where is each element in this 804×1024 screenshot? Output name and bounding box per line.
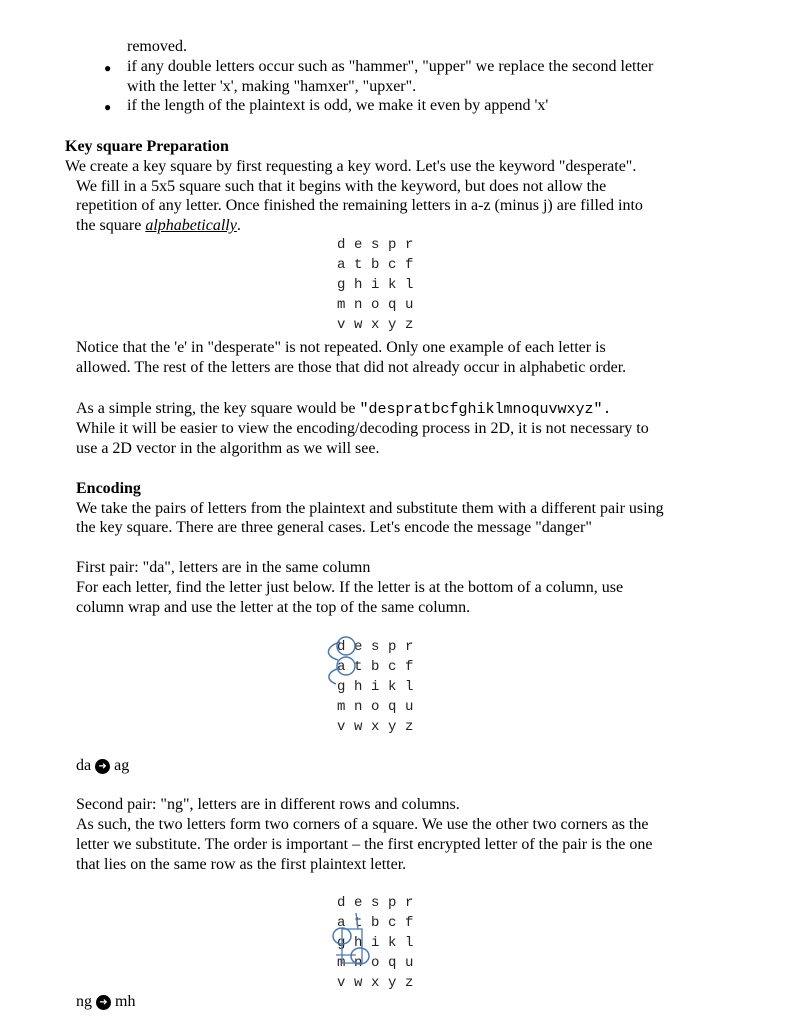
grid-cell: v	[337, 719, 346, 735]
grid-cell: q	[388, 297, 397, 313]
result-to: ag	[114, 757, 130, 774]
grid-cell: z	[405, 719, 414, 735]
grid-cell: g	[337, 679, 346, 695]
grid-cell: f	[405, 257, 414, 273]
grid-cell: o	[371, 297, 380, 313]
text-line: use a 2D vector in the algorithm as we will see.	[76, 440, 380, 457]
text-line	[76, 399, 612, 420]
text-line: Second pair: "ng", letters are in different rows and columns.	[76, 796, 460, 813]
grid-cell: h	[354, 935, 363, 951]
grid-row	[337, 717, 422, 737]
grid-cell: r	[405, 237, 414, 253]
grid-row	[337, 697, 422, 717]
bullet-icon: ●	[104, 61, 112, 75]
grid-row	[337, 255, 422, 275]
grid-cell: w	[354, 317, 363, 333]
grid-cell: p	[388, 237, 397, 253]
grid-cell: q	[388, 699, 397, 715]
text-line: if any double letters occur such as "hammer", "upper" we replace the second letter	[127, 58, 654, 75]
grid-cell: m	[337, 955, 346, 971]
text-span: the square	[76, 217, 146, 234]
grid-cell: x	[371, 719, 380, 735]
grid-cell: c	[388, 257, 397, 273]
grid-cell: f	[405, 915, 414, 931]
arrow-right-icon: ➜	[95, 759, 110, 774]
grid-cell: x	[371, 975, 380, 991]
grid-cell: o	[371, 955, 380, 971]
grid-cell: e	[354, 639, 363, 655]
grid-cell: f	[405, 659, 414, 675]
text-line: As such, the two letters form two corners of a square. We use the other two corners as the	[76, 816, 649, 833]
text-line: While it will be easier to view the encoding/decoding process in 2D, it is not necessary to	[76, 420, 649, 437]
key-square-grid	[337, 235, 422, 335]
text-line: We fill in a 5x5 square such that it begins with the keyword, but does not allow the	[76, 178, 607, 195]
grid-cell: h	[354, 277, 363, 293]
grid-cell: y	[388, 317, 397, 333]
grid-cell: b	[371, 257, 380, 273]
grid-cell: i	[371, 935, 380, 951]
text-line: repetition of any letter. Once finished the remaining letters in a-z (minus j) are filled into	[76, 197, 643, 214]
result-from: da	[76, 757, 92, 774]
grid-cell: x	[371, 317, 380, 333]
text-line: removed.	[127, 38, 187, 55]
grid-cell: c	[388, 659, 397, 675]
pair1-annotation	[320, 630, 380, 700]
grid-cell: u	[405, 955, 414, 971]
bullet-icon: ●	[104, 100, 112, 114]
grid-cell: w	[354, 975, 363, 991]
grid-row	[337, 275, 422, 295]
grid-cell: m	[337, 699, 346, 715]
text-line: For each letter, find the letter just below. If the letter is at the bottom of a column, use	[76, 579, 624, 596]
grid-cell: d	[337, 237, 346, 253]
text-line: We take the pairs of letters from the plaintext and substitute them with a different pair using	[76, 500, 664, 517]
grid-cell: i	[371, 277, 380, 293]
text-line: if the length of the plaintext is odd, we make it even by append 'x'	[127, 97, 549, 114]
pair2-annotation	[330, 905, 370, 970]
text-span: As a simple string, the key square would be	[76, 400, 360, 417]
grid-cell: d	[337, 895, 346, 911]
grid-row	[337, 235, 422, 255]
grid-cell: s	[371, 639, 380, 655]
grid-cell: t	[354, 257, 363, 273]
grid-cell: d	[337, 639, 346, 655]
result-from: ng	[76, 993, 92, 1010]
grid-cell: m	[337, 297, 346, 313]
grid-cell: h	[354, 679, 363, 695]
grid-cell: g	[337, 935, 346, 951]
text-line	[76, 216, 241, 236]
grid-cell: l	[405, 935, 414, 951]
grid-cell: y	[388, 975, 397, 991]
result-line	[76, 992, 135, 1012]
grid-cell: u	[405, 297, 414, 313]
code-string: "despratbcfghiklmnoquvwxyz".	[359, 401, 612, 418]
text-line: Notice that the 'e' in "desperate" is not repeated. Only one example of each letter is	[76, 339, 606, 356]
text-line: the key square. There are three general cases. Let's encode the message "danger"	[76, 519, 592, 536]
grid-cell: w	[354, 719, 363, 735]
grid-cell: p	[388, 895, 397, 911]
grid-cell: k	[388, 679, 397, 695]
grid-cell: k	[388, 277, 397, 293]
grid-cell: u	[405, 699, 414, 715]
grid-cell: e	[354, 895, 363, 911]
text-line: letter we substitute. The order is important – the first encrypted letter of the pair is the one	[76, 836, 653, 853]
grid-cell: r	[405, 639, 414, 655]
text-line: column wrap and use the letter at the top of the same column.	[76, 599, 471, 616]
grid-cell: r	[405, 895, 414, 911]
text-span: .	[236, 217, 241, 234]
grid-cell: a	[337, 257, 346, 273]
grid-cell: a	[337, 915, 346, 931]
grid-cell: s	[371, 237, 380, 253]
grid-cell: a	[337, 659, 346, 675]
grid-cell: z	[405, 975, 414, 991]
result-to: mh	[115, 993, 136, 1010]
grid-cell: s	[371, 895, 380, 911]
grid-cell: i	[371, 679, 380, 695]
grid-cell: p	[388, 639, 397, 655]
grid-cell: o	[371, 699, 380, 715]
result-line	[76, 756, 129, 776]
grid-cell: l	[405, 277, 414, 293]
grid-cell: q	[388, 955, 397, 971]
grid-cell: t	[354, 915, 363, 931]
grid-cell: c	[388, 915, 397, 931]
grid-cell: t	[354, 659, 363, 675]
grid-cell: y	[388, 719, 397, 735]
grid-row	[337, 295, 422, 315]
grid-cell: l	[405, 679, 414, 695]
grid-cell: n	[354, 699, 363, 715]
grid-cell: b	[371, 659, 380, 675]
text-line: with the letter 'x', making "hamxer", "upxer".	[127, 78, 417, 95]
grid-cell: v	[337, 975, 346, 991]
grid-cell: k	[388, 935, 397, 951]
text-line: We create a key square by first requesting a key word. Let's use the keyword "desperate".	[65, 158, 637, 175]
section-heading: Key square Preparation	[65, 138, 229, 155]
arrow-right-icon: ➜	[96, 995, 111, 1010]
grid-cell: g	[337, 277, 346, 293]
grid-cell: e	[354, 237, 363, 253]
section-heading: Encoding	[76, 480, 141, 497]
text-line: allowed. The rest of the letters are those that did not already occur in alphabetic order.	[76, 359, 627, 376]
grid-cell: z	[405, 317, 414, 333]
text-line: that lies on the same row as the first plaintext letter.	[76, 856, 407, 873]
grid-row	[337, 315, 422, 335]
grid-cell: b	[371, 915, 380, 931]
grid-cell: n	[354, 955, 363, 971]
link-alphabetically[interactable]: alphabetically	[145, 217, 237, 234]
grid-row	[337, 973, 422, 993]
grid-cell: n	[354, 297, 363, 313]
grid-cell: v	[337, 317, 346, 333]
text-line: First pair: "da", letters are in the same column	[76, 559, 371, 576]
